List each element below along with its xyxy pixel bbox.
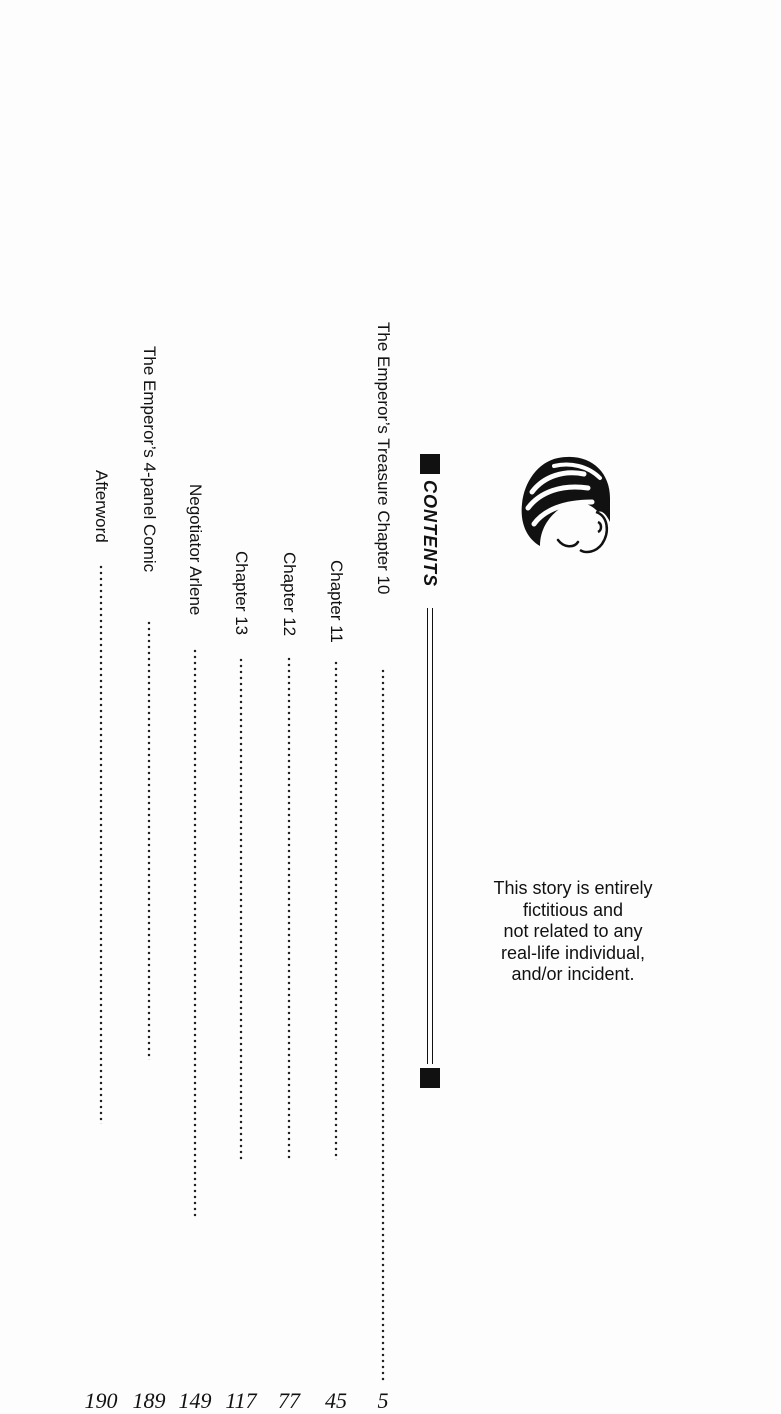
toc-entry-title: Negotiator Arlene: [186, 484, 205, 616]
toc-page-number: 5: [377, 1388, 389, 1413]
disclaimer-line: and/or incident.: [511, 964, 635, 984]
toc-entry-title: Chapter 13: [232, 551, 251, 636]
disclaimer-line: fictitious and: [522, 899, 624, 920]
disclaimer-text: [470, 878, 676, 986]
disclaimer-line: This story is entirely: [493, 878, 653, 898]
header-double-rule: [427, 608, 433, 1064]
toc-leader-dots: [147, 620, 151, 1060]
toc-page-number: 45: [325, 1388, 347, 1413]
toc-leader-dots: [287, 656, 291, 1160]
disclaimer-line: real-life individual,: [500, 942, 646, 963]
toc-page-number: 117: [225, 1388, 257, 1413]
toc-page-number: 77: [278, 1388, 300, 1413]
toc-leader-dots: [193, 648, 197, 1218]
toc-page-number: 190: [84, 1388, 118, 1413]
toc-leader-dots: [381, 668, 385, 1382]
toc-leader-dots: [334, 660, 338, 1160]
toc-page-number: 149: [178, 1388, 212, 1413]
toc-entry-title: Afterword: [92, 470, 111, 543]
disclaimer-line: not related to any: [503, 921, 643, 941]
header-square-top: [420, 454, 440, 474]
contents-header: [418, 454, 444, 1094]
toc-entry-title: The Emperor’s 4-panel Comic: [140, 346, 159, 573]
contents-title: CONTENTS: [420, 480, 440, 587]
toc-entry-title: Chapter 12: [280, 552, 299, 637]
header-square-bottom: [420, 1068, 440, 1088]
toc-page-number: 189: [132, 1388, 166, 1413]
toc-leader-dots: [239, 657, 243, 1161]
toc-entry-title: The Emperor’s Treasure Chapter 10: [374, 322, 393, 595]
toc-leader-dots: [99, 564, 103, 1124]
emperor-emblem-icon: [518, 452, 614, 558]
toc-entry-title: Chapter 11: [327, 560, 346, 643]
